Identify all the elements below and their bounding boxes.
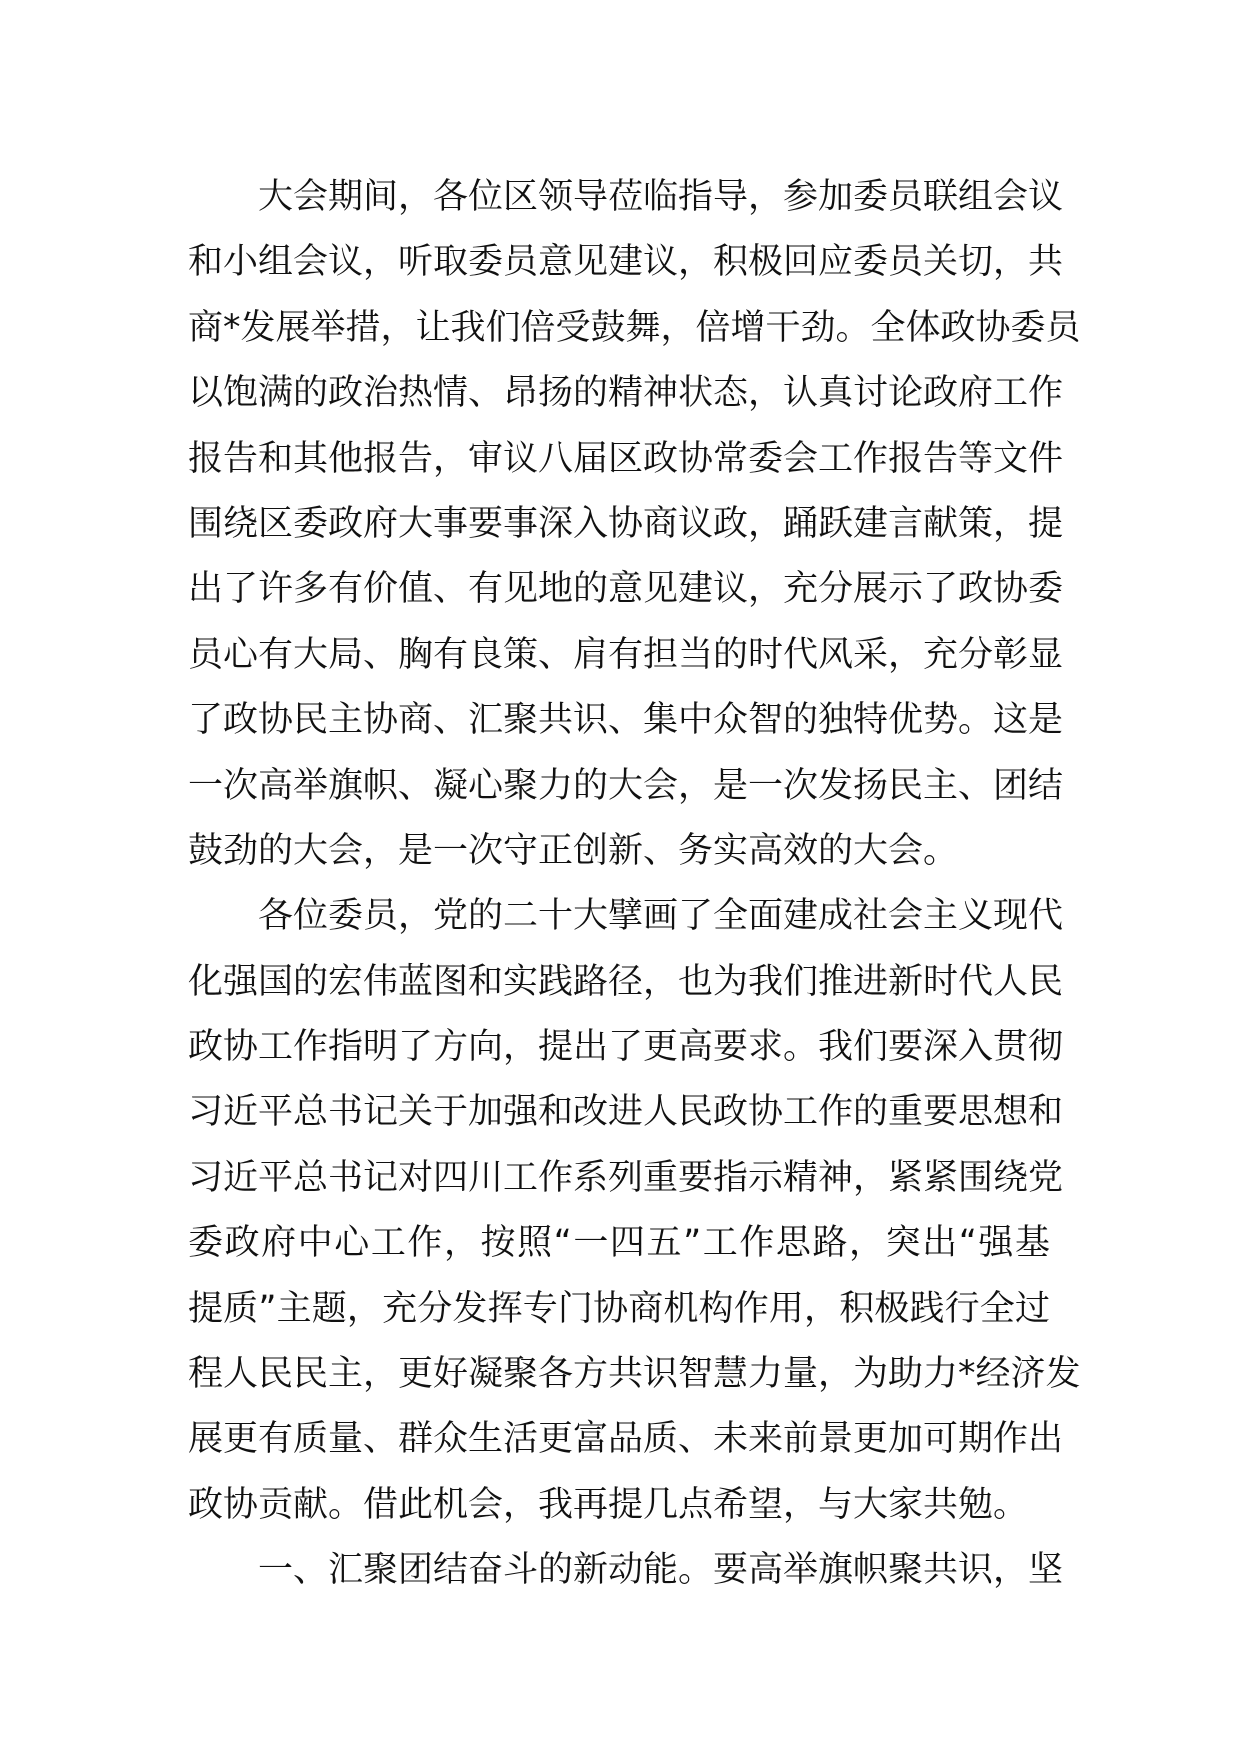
text-line: 政协贡献。借此机会，我再提几点希望，与大家共勉。 — [188, 1484, 1029, 1525]
text-line: 习近平总书记对四川工作系列重要指示精神，紧紧围绕党 — [188, 1157, 1064, 1198]
text-line: 习近平总书记关于加强和改进人民政协工作的重要思想和 — [188, 1092, 1064, 1133]
text-line: 大会期间，各位区领导莅临指导，参加委员联组会议 — [258, 177, 1064, 217]
text-line: 委政府中心工作，按照“一四五”工作思路，突出“强基 — [188, 1223, 1050, 1264]
text-line: 鼓劲的大会，是一次守正创新、务实高效的大会。 — [188, 830, 959, 871]
text-line: 提质”主题，充分发挥专门协商机构作用，积极践行全过 — [188, 1288, 1050, 1329]
text-line: 各位委员，党的二十大擘画了全面建成社会主义现代 — [258, 896, 1064, 937]
text-line: 商*发展举措，让我们倍受鼓舞，倍增干劲。全体政协委员 — [188, 307, 1081, 348]
paragraph-3 — [188, 1538, 1064, 1603]
text-line: 以饱满的政治热情、昂扬的精神状态，认真讨论政府工作 — [188, 373, 1064, 414]
text-line: 围绕区委政府大事要事深入协商议政，踊跃建言献策，提 — [188, 503, 1064, 544]
text-line: 和小组会议，听取委员意见建议，积极回应委员关切，共 — [188, 242, 1064, 283]
text-line: 了政协民主协商、汇聚共识、集中众智的独特优势。这是 — [188, 700, 1064, 741]
text-line: 报告和其他报告，审议八届区政协常委会工作报告等文件 — [188, 438, 1064, 479]
text-line: 展更有质量、群众生活更富品质、未来前景更加可期作出 — [188, 1419, 1064, 1460]
paragraph-2 — [188, 884, 1081, 1538]
text-line: 程人民民主，更好凝聚各方共识智慧力量，为助力*经济发 — [188, 1354, 1081, 1395]
text-line: 化强国的宏伟蓝图和实践路径，也为我们推进新时代人民 — [188, 961, 1064, 1002]
text-line: 员心有大局、胸有良策、肩有担当的时代风采，充分彰显 — [188, 634, 1064, 675]
document-body — [188, 165, 1081, 1604]
text-line: 出了许多有价值、有见地的意见建议，充分展示了政协委 — [188, 569, 1064, 610]
text-line: 一、汇聚团结奋斗的新动能。要高举旗帜聚共识，坚 — [258, 1550, 1064, 1591]
text-line: 一次高举旗帜、凝心聚力的大会，是一次发扬民主、团结 — [188, 765, 1064, 806]
text-line: 政协工作指明了方向，提出了更高要求。我们要深入贯彻 — [188, 1027, 1064, 1068]
paragraph-1 — [188, 165, 1081, 884]
